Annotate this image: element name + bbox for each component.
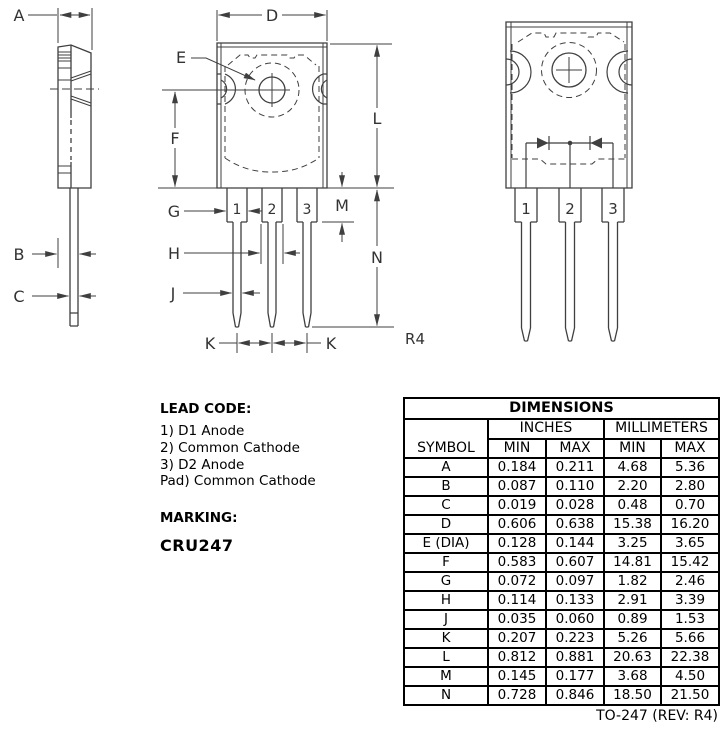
common-cathode-junction-dot	[568, 141, 573, 146]
table-row	[404, 610, 719, 629]
table-cell: 3.68	[604, 667, 661, 686]
dim-label-d: D	[265, 6, 279, 25]
dim-label-k-left: K	[204, 334, 216, 353]
max-header: MAX	[546, 439, 604, 459]
dim-label-m: M	[335, 196, 349, 215]
lead-code-block	[160, 401, 405, 555]
side-body-outline	[58, 45, 91, 188]
dim-label-c: C	[13, 287, 25, 306]
table-cell: 18.50	[604, 686, 661, 705]
rear-view	[506, 22, 632, 341]
front-hole-crosshair	[162, 73, 290, 107]
dim-label-f: F	[170, 129, 180, 148]
table-cell: 2.80	[661, 477, 719, 496]
rear-pin-2-number: 2	[565, 200, 575, 218]
table-cell: 0.223	[546, 629, 604, 648]
table-title: DIMENSIONS	[404, 398, 719, 419]
table-cell: C	[404, 496, 488, 515]
rear-hole-crosshair	[556, 57, 582, 83]
table-cell: 2.46	[661, 572, 719, 591]
dimension-labels	[13, 6, 425, 353]
table-row	[404, 591, 719, 610]
table-cell: 1.82	[604, 572, 661, 591]
dim-label-e: E	[175, 48, 187, 67]
table-cell: 5.66	[661, 629, 719, 648]
table-cell: 0.728	[488, 686, 546, 705]
table-row	[404, 496, 719, 515]
table-cell: 0.89	[604, 610, 661, 629]
rear-pin-1-number: 1	[521, 200, 531, 218]
diode-schematic	[526, 136, 613, 188]
table-cell: 0.072	[488, 572, 546, 591]
rear-pin-numbers	[521, 200, 618, 218]
table-row	[404, 667, 719, 686]
dim-A-extension-lines	[58, 8, 92, 50]
dimensions-table	[403, 397, 720, 706]
table-cell: L	[404, 648, 488, 667]
front-pin-3-number: 3	[302, 202, 312, 218]
table-cell: 2.91	[604, 591, 661, 610]
table-cell: 4.50	[661, 667, 719, 686]
table-cell: 0.133	[546, 591, 604, 610]
symbol-header: SYMBOL	[404, 419, 488, 458]
table-row	[404, 648, 719, 667]
table-cell: 2.20	[604, 477, 661, 496]
dim-label-a: A	[13, 6, 25, 25]
table-cell: 0.846	[546, 686, 604, 705]
front-body-outline	[217, 43, 327, 188]
table-cell: 0.638	[546, 515, 604, 534]
front-view	[158, 10, 394, 353]
table-cell: K	[404, 629, 488, 648]
table-cell: 0.48	[604, 496, 661, 515]
table-cell: 0.128	[488, 534, 546, 553]
min-header: MIN	[488, 439, 546, 459]
table-cell: G	[404, 572, 488, 591]
table-cell: 5.36	[661, 458, 719, 477]
table-cell: 15.38	[604, 515, 661, 534]
table-cell: 22.38	[661, 648, 719, 667]
dim-label-k-right: K	[325, 334, 337, 353]
table-row	[404, 572, 719, 591]
front-pin-numbers	[233, 202, 312, 218]
min-header: MIN	[604, 439, 661, 459]
dim-label-b: B	[13, 245, 25, 264]
front-pin-1-number: 1	[232, 202, 242, 218]
dim-label-n: N	[371, 248, 383, 267]
table-cell: 5.26	[604, 629, 661, 648]
dim-label-l: L	[372, 109, 382, 128]
table-cell: B	[404, 477, 488, 496]
lead-code-item: Pad) Common Cathode	[160, 473, 316, 490]
side-hatch-lines	[58, 52, 71, 173]
table-cell: M	[404, 667, 488, 686]
table-row	[404, 553, 719, 572]
max-header: MAX	[661, 439, 719, 459]
table-cell: 0.110	[546, 477, 604, 496]
table-cell: 0.144	[546, 534, 604, 553]
table-row	[404, 458, 719, 477]
table-title-row	[404, 398, 719, 419]
lead-code-item: 1) D1 Anode	[160, 423, 245, 439]
table-cell: 3.25	[604, 534, 661, 553]
table-row	[404, 477, 719, 496]
lead-code-item: 3) D2 Anode	[160, 456, 245, 473]
dim-label-h: H	[167, 244, 181, 263]
table-cell: 0.060	[546, 610, 604, 629]
rev-label: R4	[405, 330, 425, 348]
inches-header: INCHES	[488, 419, 604, 439]
table-cell: 4.68	[604, 458, 661, 477]
table-cell: 1.53	[661, 610, 719, 629]
table-cell: 16.20	[661, 515, 719, 534]
lead-code-item: 2) Common Cathode	[160, 439, 300, 456]
table-cell: 0.097	[546, 572, 604, 591]
table-cell: 15.42	[661, 553, 719, 572]
millimeters-header: MILLIMETERS	[604, 419, 719, 439]
side-view	[28, 8, 99, 326]
table-cell: 3.65	[661, 534, 719, 553]
package-revision-footer: TO-247 (REV: R4)	[596, 708, 718, 724]
table-cell: A	[404, 458, 488, 477]
table-cell: H	[404, 591, 488, 610]
front-pin-2-number: 2	[267, 202, 277, 218]
dim-label-g: G	[167, 202, 181, 221]
diode-d1-symbol	[537, 138, 549, 149]
table-cell: 0.607	[546, 553, 604, 572]
table-group-header-row	[404, 419, 719, 439]
table-cell: 0.035	[488, 610, 546, 629]
table-cell: 14.81	[604, 553, 661, 572]
dim-label-j: J	[170, 284, 176, 303]
table-cell: 0.177	[546, 667, 604, 686]
table-cell: F	[404, 553, 488, 572]
table-cell: N	[404, 686, 488, 705]
marking-value: CRU247	[160, 536, 234, 556]
table-row	[404, 515, 719, 534]
table-cell: E (DIA)	[404, 534, 488, 553]
table-cell: 0.881	[546, 648, 604, 667]
table-cell: 0.211	[546, 458, 604, 477]
side-lead	[70, 188, 78, 326]
front-body-inner-lines	[217, 43, 327, 188]
table-cell: 0.114	[488, 591, 546, 610]
table-cell: J	[404, 610, 488, 629]
dim-E-leader-arrow	[191, 58, 255, 80]
table-row	[404, 686, 719, 705]
table-cell: D	[404, 515, 488, 534]
diode-d2-symbol	[591, 138, 603, 149]
rear-pin-3-number: 3	[608, 200, 618, 218]
table-row	[404, 534, 719, 553]
table-cell: 0.812	[488, 648, 546, 667]
table-cell: 0.028	[546, 496, 604, 515]
table-cell: 0.019	[488, 496, 546, 515]
table-cell: 20.63	[604, 648, 661, 667]
marking-heading: MARKING:	[160, 510, 238, 527]
table-cell: 0.207	[488, 629, 546, 648]
table-cell: 0.145	[488, 667, 546, 686]
table-cell: 0.70	[661, 496, 719, 515]
table-cell: 0.583	[488, 553, 546, 572]
dim-H-extension-lines	[261, 224, 283, 264]
table-row	[404, 629, 719, 648]
table-cell: 0.184	[488, 458, 546, 477]
table-cell: 0.606	[488, 515, 546, 534]
table-cell: 0.087	[488, 477, 546, 496]
lead-code-heading: LEAD CODE:	[160, 401, 252, 417]
table-cell: 21.50	[661, 686, 719, 705]
table-cell: 3.39	[661, 591, 719, 610]
